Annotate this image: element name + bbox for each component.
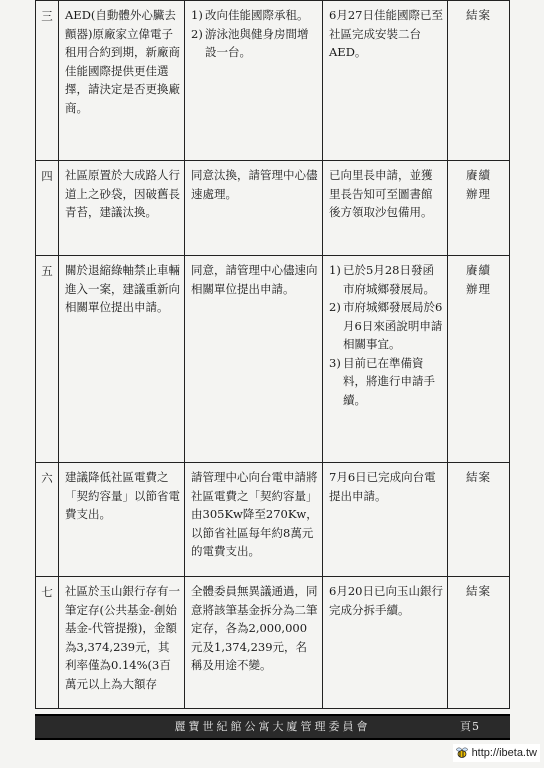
status-note: 結案 — [466, 470, 491, 484]
page-number: 頁5 — [460, 720, 480, 733]
status-note: 賡續 辦理 — [466, 263, 491, 296]
list-marker: 3) — [329, 355, 341, 370]
site-watermark — [453, 744, 540, 762]
decision-text: 全體委員無異議通過，同意將該筆基金拆分為二筆定存，各為2,000,000元及1,374,239元，名稱及用途不變。 — [191, 584, 318, 672]
result-item — [329, 354, 443, 410]
watermark-url: http://ibeta.tw — [471, 747, 537, 759]
table-row — [36, 1, 510, 161]
list-text: 改向佳能國際承租。 — [205, 8, 309, 22]
status-note: 賡續 辦理 — [466, 168, 491, 201]
result-item — [329, 298, 443, 354]
table-row — [36, 577, 510, 709]
status-note: 結案 — [466, 584, 491, 598]
list-text: 目前已在準備資料，將進行申請手續。 — [343, 355, 435, 407]
row-number: 三 — [36, 1, 59, 161]
committee-name: 麗寶世紀館公寓大廈管理委員會 — [174, 720, 371, 733]
decision-item — [191, 6, 318, 25]
item-description: 建議降低社區電費之「契約容量」以節省電費支出。 — [65, 470, 180, 521]
meeting-minutes-table — [35, 0, 510, 709]
result-text: 6月27日佳能國際已至社區完成安裝二台AED。 — [329, 8, 443, 59]
page-footer — [35, 714, 510, 740]
list-marker: 1) — [191, 8, 203, 22]
item-description: 社區原置於大成路人行道上之砂袋，因破舊長青苔，建議汰換。 — [65, 168, 180, 219]
decision-text: 同意，請管理中心儘速向相關單位提出申請。 — [191, 263, 318, 296]
table-row — [36, 161, 510, 256]
row-number: 七 — [36, 577, 59, 709]
bee-logo-icon — [455, 747, 469, 759]
row-number: 五 — [36, 256, 59, 463]
list-text: 市府城鄉發展局於6月6日來函說明申請相關事宜。 — [343, 300, 443, 351]
result-item — [329, 261, 443, 298]
decision-text: 同意汰換，請管理中心儘速處理。 — [191, 168, 318, 201]
result-text: 6月20日已向玉山銀行完成分拆手續。 — [329, 584, 443, 617]
item-description: 關於退縮綠軸禁止車輛進入一案，建議重新向相關單位提出申請。 — [65, 263, 180, 314]
decision-item — [191, 25, 318, 62]
decision-text: 請管理中心向台電申請將社區電費之「契約容量」由305Kw降至270Kw，以節省社區每年約8萬元的電費支出。 — [191, 470, 318, 558]
result-list — [329, 261, 443, 409]
list-marker: 2) — [329, 300, 341, 314]
item-description: 社區於玉山銀行存有一筆定存(公共基金-創始基金-代管提撥)，金額為3,374,239元，其利率僅為0.14%(3百萬元以上為大額存 — [65, 584, 180, 691]
status-note: 結案 — [466, 8, 491, 22]
list-text: 已於5月28日發函市府城鄉發展局。 — [343, 263, 435, 296]
item-description: AED(自動體外心臟去顫器)原廠家立偉電子租用合約到期，新廠商佳能國際提供更佳選擇，請決定是否更換廠商。 — [65, 8, 180, 115]
row-number: 四 — [36, 161, 59, 256]
list-text: 游泳池與健身房間增設一台。 — [205, 26, 309, 59]
result-text: 已向里長申請，並獲里長告知可至圖書館後方領取沙包備用。 — [329, 168, 433, 219]
decision-list — [191, 6, 318, 62]
result-text: 7月6日已完成向台電提出申請。 — [329, 470, 436, 503]
table-row — [36, 463, 510, 577]
list-marker: 1) — [329, 263, 341, 277]
list-marker: 2) — [191, 26, 203, 41]
row-number: 六 — [36, 463, 59, 577]
table-row — [36, 256, 510, 463]
